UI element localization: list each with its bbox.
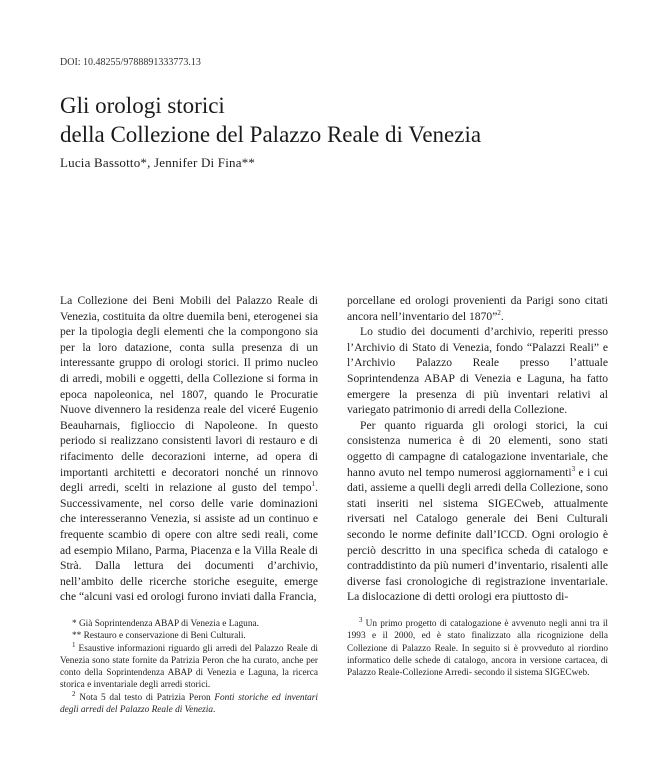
footnote-text: Nota 5 dal testo di Patrizia Peron	[75, 692, 215, 703]
title-line-2: della Collezione del Palazzo Reale di Venezia	[60, 122, 482, 147]
footnote-ref: 2	[497, 308, 501, 317]
paragraph-text: e i cui dati, assieme a quelli degli arredi della Collezione, sono stati inseriti nel sistema SIGECweb, attualmente riversati nel Catalogo generale dei Beni Culturali secondo le norme definite dall’ICCD. Ogni orologio è perciò descritto in una specifica scheda di catalogo e contraddistinto da più numeri d’inventario, risalenti alle diverse fasi cronologiche di registrazione inventariale. La dislocazione di detti orologi era piuttosto di-	[347, 465, 608, 604]
footnote-text: Un primo progetto di catalogazione è avvenuto negli anni tra il 1993 e il 2000, ed è stato finalizzato alla ricognizione della Collezione di Palazzo Reale. In seguito si è provveduto al riordino informatico delle schede di catalogo, ancora in versione cartacea, di Palazzo Reale-Collezione Arredi- secondo il sistema SIGECweb.	[347, 619, 608, 679]
affiliation-note: * Già Soprintendenza ABAP di Venezia e Laguna.	[72, 619, 259, 629]
footnote-number: 2	[72, 689, 76, 698]
footnote-number: 1	[72, 640, 76, 649]
affiliation-note: ** Restauro e conservazione di Beni Culturali.	[72, 631, 246, 642]
title-line-1: Gli orologi storici	[60, 93, 225, 118]
paragraph-text: Per quanto riguarda gli orologi storici, la cui consistenza numerica è di 20 elementi, sono stati oggetto di campagne di catalogazione inventariale, che hanno avuto nel tempo numerosi aggiornamenti	[347, 418, 608, 479]
footnote-ref: 3	[571, 464, 576, 473]
footnote	[60, 640, 318, 692]
authors: Lucia Bassotto*, Jennifer Di Fina**	[60, 155, 256, 170]
body-column-left	[60, 293, 318, 605]
body-column-right	[347, 293, 608, 605]
footnote-italic-title: Fonti storiche ed inventari degli arredi del Palazzo Reale di Venezia	[60, 692, 319, 716]
footnote-text: Esaustive informazioni riguardo gli arredi del Palazzo Reale di Venezia sono state fornite da Patrizia Peron che ha curato, anche per conto della Soprintendenza ABAP di Venezia e Laguna, la ricerca storica e inventariale degli arredi storici.	[60, 643, 318, 691]
footnote	[60, 689, 319, 717]
footnote-ref: 1	[311, 480, 316, 489]
paragraph-text: .	[500, 309, 504, 323]
paragraph-text: . Successivamente, nel corso delle varie dominazioni che interesseranno Venezia, si assiste ad un continuo e frequente scambio di opere con altre sedi reali, come ad esempio Milano, Parma, Piacenza e la Villa Reale di Strà. Dalla lettura dei documenti d’archivio, nell’ambito delle ricerche storiche eseguite, emerge che “alcuni vasi ed orologi furono inviati dalla Francia,	[60, 481, 318, 604]
footnotes-right	[347, 615, 608, 679]
doi-line: DOI: 10.48255/9788891333773.13	[60, 57, 201, 68]
paragraph	[347, 418, 608, 605]
footnotes-left	[60, 618, 318, 716]
paragraph-text: La Collezione dei Beni Mobili del Palazzo Reale di Venezia, costituita da oltre duemila beni, eterogenei sia per la tipologia degli elementi che la compongono sia per la loro datazione, conta sulla presenza di un interessante gruppo di orologi storici. Il primo nucleo di arredi, mobili e oggetti, della Collezione si forma in epoca napoleonica, nel 1807, quando le Procuratie Nuove divennero la residenza reale del viceré Eugenio Beauharnais, figlioccio di Napoleone. In questo periodo si realizzano consistenti lavori di restauro e di rifacimento delle decorazioni interne, ad opera di importanti architetti e decoratori nonché un rinnovo degli arredi, scelti in relazione al gusto del tempo	[60, 294, 318, 495]
footnote-text: .	[213, 705, 216, 716]
article-title	[60, 91, 600, 149]
paragraph	[347, 293, 608, 324]
footnote-number: 3	[359, 615, 363, 624]
paragraph: Lo studio dei documenti d’archivio, reperiti presso l’Archivio di Stato di Venezia, fondo “Palazzi Reali” e l’Archivio Palazzo Reale presso l’attuale Soprintendenza ABAP di Venezia e Laguna, ha fatto emergere la presenza di più inventari relativi al variegato patrimonio di arredi della Collezione.	[347, 325, 608, 417]
paragraph	[60, 293, 318, 605]
footnote	[347, 615, 608, 679]
paragraph-text: porcellane ed orologi provenienti da Parigi sono citati ancora nell’inventario del 1870”	[347, 294, 608, 323]
